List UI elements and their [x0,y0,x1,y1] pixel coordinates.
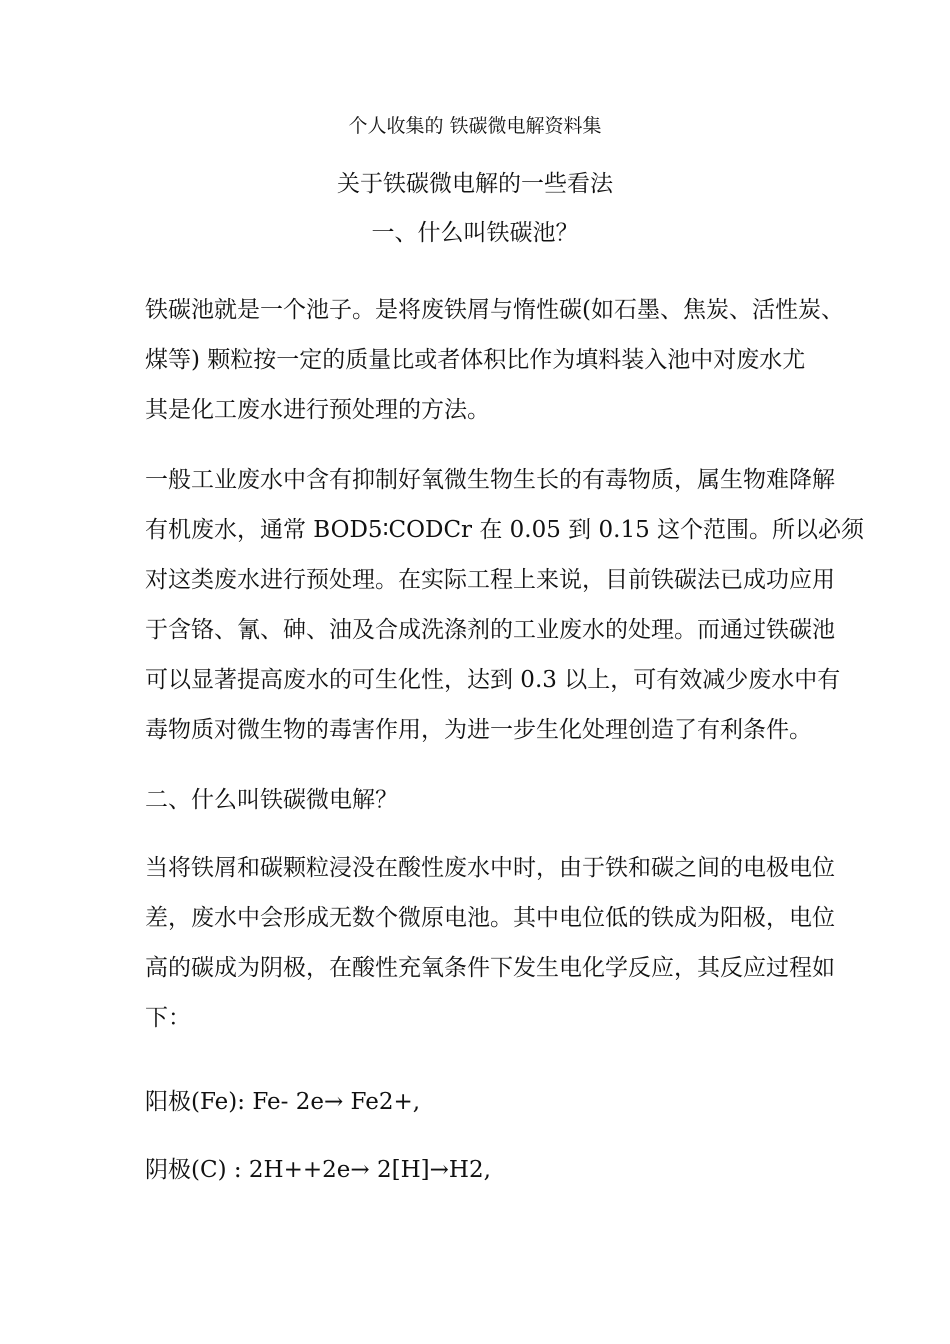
cathode-equation [145,1145,810,1195]
section-1-heading: 一、什么叫铁碳池？ [371,220,579,246]
paragraph-3 [145,843,835,1043]
paragraph-3-line: 当将铁屑和碳颗粒浸没在酸性废水中时，由于铁和碳之间的电极电位 [145,855,835,881]
main-title: 关于铁碳微电解的一些看法 [337,171,613,197]
anode-equation [145,1077,810,1127]
paragraph-3-line: 下： [145,1005,191,1031]
paragraph-2 [145,455,865,755]
section-2-heading-text: 二、什么叫铁碳微电解？ [145,787,398,813]
paragraph-1 [145,285,844,435]
anode-equation-text: 阳极(Fe): Fe- 2e→ Fe2+, [145,1089,421,1115]
section-2-heading [145,775,810,825]
paragraph-1-line: 其是化工废水进行预处理的方法。 [145,397,490,423]
paragraph-3-line: 高的碳成为阴极，在酸性充氧条件下发生电化学反应，其反应过程如 [145,955,835,981]
paragraph-2-line: 有机废水，通常 BOD5∶CODCr 在 0.05 到 0.15 这个范围。所以必须 [145,517,865,543]
cathode-equation-text: 阴极(C) : 2H++2e→ 2[H]→H2, [145,1157,491,1183]
paragraph-3-line: 差，废水中会形成无数个微原电池。其中电位低的铁成为阳极，电位 [145,905,835,931]
paragraph-1-line: 煤等) 颗粒按一定的质量比或者体积比作为填料装入池中对废水尤 [145,347,806,373]
paragraph-1-line: 铁碳池就是一个池子。是将废铁屑与惰性碳(如石墨、焦炭、活性炭、 [145,297,844,323]
paragraph-2-line: 可以显著提高废水的可生化性，达到 0.3 以上，可有效减少废水中有 [145,667,841,693]
paragraph-2-line: 毒物质对微生物的毒害作用，为进一步生化处理创造了有利条件。 [145,717,812,743]
paragraph-2-line: 于含铬、氰、砷、油及合成洗涤剂的工业废水的处理。而通过铁碳池 [145,617,835,643]
document-header: 个人收集的 铁碳微电解资料集 [348,115,602,137]
paragraph-2-line: 一般工业废水中含有抑制好氧微生物生长的有毒物质，属生物难降解 [145,467,835,493]
paragraph-2-line: 对这类废水进行预处理。在实际工程上来说，目前铁碳法已成功应用 [145,567,835,593]
